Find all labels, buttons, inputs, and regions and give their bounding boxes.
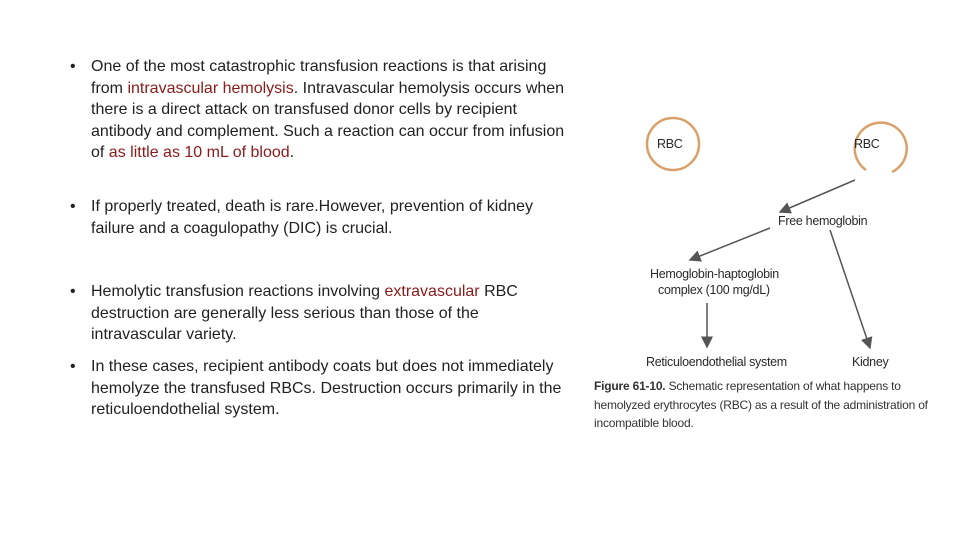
text-run: Hemolytic transfusion reactions involving	[91, 283, 385, 300]
free-hemoglobin-label: Free hemoglobin	[778, 214, 868, 228]
text-run: In these cases, recipient antibody coats but does not immediately hemolyze the transfused RBCs. Destruction occurs primarily in the reticuloendothelial system.	[91, 358, 562, 418]
arrow-to-complex	[690, 228, 770, 260]
bullet-item	[70, 356, 570, 421]
arrow-to-kidney	[830, 230, 870, 348]
hemolysis-figure	[590, 100, 950, 440]
figure-caption	[594, 377, 944, 433]
highlighted-text: extravascular	[384, 283, 480, 300]
complex-label-line2: complex (100 mg/dL)	[658, 283, 770, 297]
rbc-left-label: RBC	[657, 137, 683, 151]
bullet-item	[70, 56, 570, 164]
bullet-text	[91, 281, 570, 346]
bullet-text	[91, 356, 570, 421]
bullet-text	[91, 196, 570, 239]
bullet-item	[70, 196, 570, 239]
kidney-label: Kidney	[852, 355, 889, 369]
complex-label-line1: Hemoglobin-haptoglobin	[650, 267, 779, 281]
bullet-dot: •	[70, 358, 76, 375]
caption-text: Schematic representation of what happens to hemolyzed erythrocytes (RBC) as a result of the administration of incompatible blood.	[594, 379, 928, 430]
bullet-item	[70, 281, 570, 346]
bullet-dot: •	[70, 198, 76, 215]
text-run: RBC destruction are generally less serious than those of the intravascular variety.	[91, 283, 518, 343]
highlighted-text: intravascular hemolysis	[127, 79, 294, 97]
bullet-dot: •	[70, 283, 76, 300]
figure-diagram	[590, 100, 950, 380]
bullet-text	[91, 56, 570, 164]
text-run: One of the most catastrophic transfusion reactions is that arising from	[91, 58, 547, 97]
text-run: .	[289, 144, 295, 161]
bullet-dot: •	[70, 58, 76, 75]
arrow-to-free-hb	[780, 180, 855, 212]
rbc-right-label: RBC	[854, 137, 880, 151]
text-run: . Intravascular hemolysis occurs when there is a direct attack on transfused donor cells by recipient antibody and complement. Such a reaction can occur from infusion of	[91, 79, 565, 161]
res-label: Reticuloendothelial system	[646, 355, 787, 369]
text-run: If properly treated, death is rare.However, prevention of kidney failure and a coagulopathy (DIC) is crucial.	[91, 198, 534, 237]
highlighted-text: as little as 10 mL of blood	[108, 144, 290, 161]
caption-label: Figure 61-10.	[594, 379, 666, 393]
